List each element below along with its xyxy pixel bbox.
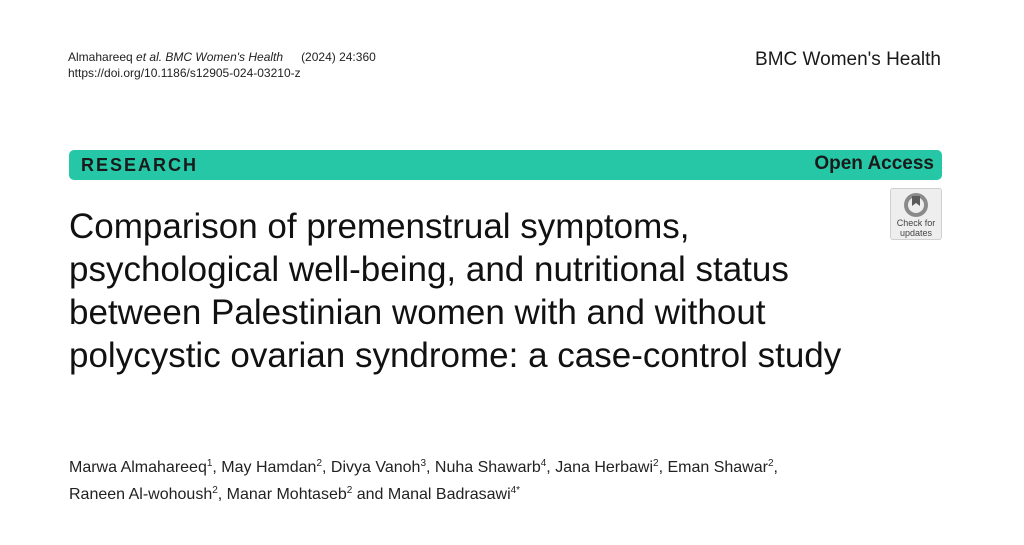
author-affiliation: 1	[206, 458, 213, 469]
author-separator: ,	[773, 459, 778, 476]
author-name: Manar Mohtaseb	[226, 486, 347, 503]
author-affiliation: 4*	[510, 485, 521, 496]
author-separator: and	[352, 486, 388, 503]
research-label: RESEARCH	[81, 155, 199, 175]
author-name: Eman Shawar	[667, 459, 768, 476]
check-for-updates-button[interactable]	[890, 188, 942, 240]
author-affiliation: 2	[212, 485, 218, 496]
author-entry[interactable]	[388, 486, 520, 503]
author-separator: ,	[212, 459, 222, 476]
article-type-banner	[69, 150, 942, 180]
author-separator: ,	[546, 459, 556, 476]
author-name: Marwa Almahareeq	[69, 459, 207, 476]
author-affiliation: 3	[420, 458, 426, 469]
author-separator: ,	[217, 486, 227, 503]
author-entry[interactable]	[221, 459, 322, 476]
author-name: Manal Badrasawi	[387, 486, 511, 503]
author-affiliation: 2	[653, 458, 659, 469]
author-list	[69, 454, 949, 508]
author-separator: ,	[322, 459, 331, 476]
author-entry[interactable]	[69, 486, 218, 503]
citation-line	[68, 49, 376, 65]
citation-block	[68, 49, 376, 81]
author-name: May Hamdan	[221, 459, 317, 476]
author-affiliation: 2	[316, 458, 323, 469]
open-access-label: Open Access	[814, 153, 934, 174]
check-for-updates-icon	[903, 192, 929, 218]
author-entry[interactable]	[69, 459, 212, 476]
author-name: Nuha Shawarb	[434, 459, 541, 476]
author-entry[interactable]	[227, 486, 353, 503]
author-name: Jana Herbawi	[555, 459, 654, 476]
author-name: Raneen Al-wohoush	[69, 486, 213, 503]
author-separator: ,	[426, 459, 435, 476]
author-name: Divya Vanoh	[330, 459, 421, 476]
author-entry[interactable]	[435, 459, 546, 476]
journal-name: BMC Women's Health	[755, 49, 941, 70]
citation-year: (2024) 24:360	[301, 50, 376, 64]
author-separator: ,	[658, 459, 668, 476]
check-badge-line1: Check for	[896, 218, 936, 228]
author-entry[interactable]	[667, 459, 773, 476]
citation-journal: et al. BMC Women's Health	[136, 50, 284, 64]
author-entry[interactable]	[555, 459, 658, 476]
author-affiliation: 2	[346, 485, 353, 496]
article-title: Comparison of premenstrual symptoms, psychological well-being, and nutritional status between Palestinian women with and without polycystic ovarian syndrome: a case-control study	[69, 207, 842, 375]
check-badge-line2: updates	[899, 228, 933, 238]
citation-authors: Almahareeq	[68, 50, 137, 64]
author-affiliation: 4	[540, 458, 547, 469]
author-entry[interactable]	[331, 459, 426, 476]
author-affiliation: 2	[767, 458, 774, 469]
doi-link[interactable]: https://doi.org/10.1186/s12905-024-03210-z	[68, 66, 301, 80]
